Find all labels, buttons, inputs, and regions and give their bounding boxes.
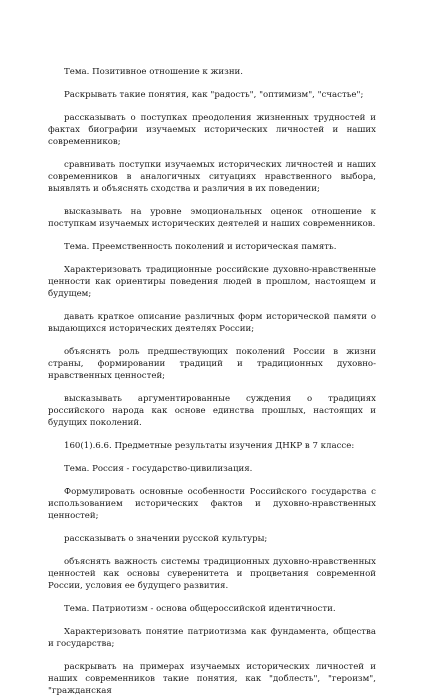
paragraph-traditional-values: Характеризовать традиционные российские духовно-нравственные ценности как ориентиры поведения людей в прошлом, настоящем и будущем; [48, 265, 376, 299]
paragraph-reasoned-judgments: высказывать аргументированные суждения о традициях российского народа как основе единства прошлых, настоящих и будущих поколений. [48, 394, 376, 428]
paragraph-valor-heroism: раскрывать на примерах изучаемых исторических личностей и наших современников такие понятия, как "доблесть", "героизм", "гражданская [48, 662, 376, 696]
paragraph-overcoming-difficulties: рассказывать о поступках преодоления жизненных трудностей и фактах биографии изучаемых исторических личностей и наших современников; [48, 113, 376, 147]
paragraph-topic-continuity: Тема. Преемственность поколений и историческая память. [64, 242, 337, 252]
paragraph-formulate-features: Формулировать основные особенности Российского государства с использованием исторических фактов и духовно-нравственных ценностей; [48, 487, 376, 521]
paragraph-topic-russia-civilization: Тема. Россия - государство-цивилизация. [64, 464, 253, 474]
paragraph-historical-memory: давать краткое описание различных форм исторической памяти о выдающихся исторических деятелях России; [48, 312, 376, 334]
paragraph-previous-generations: объяснять роль предшествующих поколений России в жизни страны, формировании традиций и традиционных духовно-нравственных ценностей; [48, 347, 376, 381]
paragraph-concepts-joy: Раскрывать такие понятия, как "радость", "оптимизм", "счастье"; [64, 90, 364, 100]
paragraph-emotional-evaluation: высказывать на уровне эмоциональных оценок отношение к поступкам изучаемых исторических деятелей и наших современников. [48, 207, 376, 229]
paragraph-values-sovereignty: объяснять важность системы традиционных духовно-нравственных ценностей как основы суверенитета и процветания современной России, условия ее будущего развития. [48, 557, 376, 591]
paragraph-compare-deeds: сравнивать поступки изучаемых исторических личностей и наших современников в аналогичных ситуациях нравственного выбора, выявлять и объяснять сходства и различия в их поведении; [48, 160, 376, 194]
paragraph-topic-positive-attitude: Тема. Позитивное отношение к жизни. [64, 67, 244, 77]
paragraph-russian-culture: рассказывать о значении русской культуры; [64, 534, 268, 544]
paragraph-topic-patriotism: Тема. Патриотизм - основа общероссийской идентичности. [64, 604, 336, 614]
document-page [48, 66, 376, 697]
paragraph-section-heading-grade-7: 160(1).6.6. Предметные результаты изучения ДНКР в 7 классе: [64, 441, 355, 451]
paragraph-characterize-patriotism: Характеризовать понятие патриотизма как фундамента, общества и государства; [48, 627, 376, 649]
